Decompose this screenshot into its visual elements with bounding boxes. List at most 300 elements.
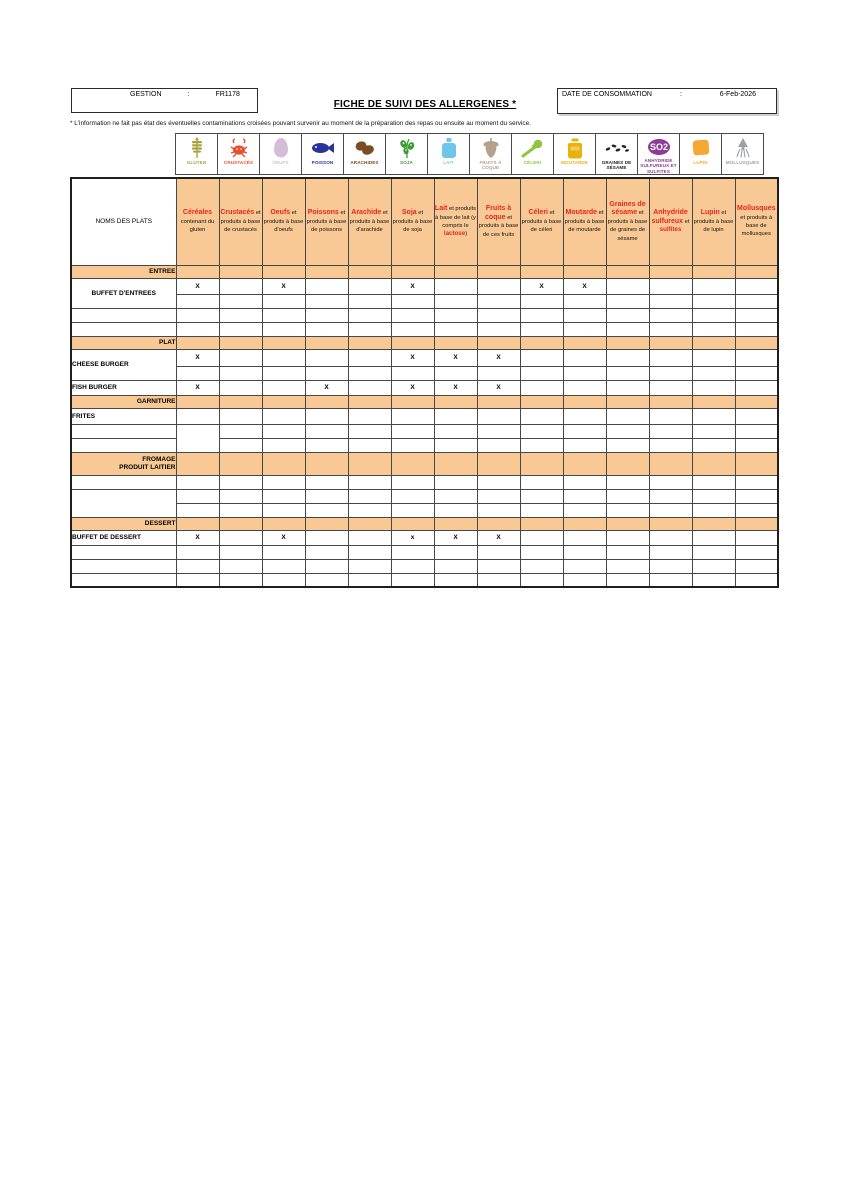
empty-cell (348, 573, 391, 587)
empty-cell (606, 573, 649, 587)
section-fill-cell (520, 452, 563, 475)
empty-cell (219, 559, 262, 573)
empty-name-cell (71, 573, 176, 587)
empty-cell (735, 408, 778, 424)
section-fill-cell (649, 452, 692, 475)
empty-cell (606, 503, 649, 517)
section-fill-cell (692, 517, 735, 530)
empty-cell (520, 530, 563, 545)
allergen-header-cell (606, 178, 649, 265)
section-fill-cell (563, 336, 606, 349)
section-fill-cell (348, 336, 391, 349)
empty-cell (434, 475, 477, 489)
allergen-desc: et produits à base de crustacés (220, 210, 261, 234)
allergen-header-cell (735, 178, 778, 265)
dish-name-cell: BUFFET D'ENTREES (71, 278, 176, 308)
section-label-cell: ENTREE (71, 265, 176, 278)
empty-cell (391, 366, 434, 380)
section-fill-cell (176, 452, 219, 475)
section-fill-cell (219, 336, 262, 349)
empty-cell (219, 438, 262, 452)
empty-cell (262, 438, 305, 452)
empty-cell (520, 322, 563, 336)
empty-cell (649, 438, 692, 452)
dish-name-cell: FISH BURGER (71, 380, 176, 395)
empty-cell (649, 366, 692, 380)
empty-cell (520, 573, 563, 587)
empty-cell (692, 278, 735, 294)
allergen-mark-cell: X (305, 380, 348, 395)
empty-cell (391, 424, 434, 438)
allergen-table (70, 177, 779, 588)
section-fill-cell (477, 395, 520, 408)
empty-name-cell (71, 438, 176, 452)
table-row (71, 349, 778, 366)
allergen-name: Moutarde (565, 209, 598, 217)
section-fill-cell (434, 336, 477, 349)
empty-cell (391, 438, 434, 452)
empty-cell (649, 573, 692, 587)
empty-cell (563, 322, 606, 336)
empty-cell (606, 545, 649, 559)
allergen-mark-cell: X (477, 530, 520, 545)
section-fill-cell (477, 336, 520, 349)
empty-cell (434, 489, 477, 503)
allergen-desc: et produits à base d'arachide (349, 210, 390, 234)
section-fill-cell (305, 452, 348, 475)
empty-cell (176, 545, 219, 559)
milk-icon (441, 137, 457, 159)
table-row (71, 294, 778, 308)
empty-cell (176, 322, 219, 336)
empty-cell (391, 489, 434, 503)
empty-cell (305, 503, 348, 517)
empty-cell (262, 424, 305, 438)
empty-name-cell (71, 322, 176, 336)
allergen-name: Céleri (528, 209, 548, 217)
empty-cell (649, 503, 692, 517)
empty-cell (563, 349, 606, 366)
empty-cell (735, 366, 778, 380)
section-fill-cell (520, 336, 563, 349)
allergen-mark-cell: X (434, 380, 477, 395)
empty-cell (649, 380, 692, 395)
allergen-icon-label: GRAINES DE SÉSAME (601, 160, 632, 171)
empty-cell (262, 545, 305, 559)
empty-cell (348, 294, 391, 308)
table-row (71, 322, 778, 336)
empty-cell (434, 438, 477, 452)
allergen-icon-label: CRUSTACÉS (223, 160, 254, 165)
empty-cell (391, 559, 434, 573)
empty-cell (692, 489, 735, 503)
section-fill-cell (434, 452, 477, 475)
empty-cell (219, 278, 262, 294)
empty-cell (262, 380, 305, 395)
empty-cell (305, 573, 348, 587)
section-fill-cell (434, 265, 477, 278)
allergen-name: Lait (434, 205, 448, 213)
empty-cell (649, 530, 692, 545)
allergen-name: Oeufs (270, 209, 291, 217)
empty-cell (606, 559, 649, 573)
lupin-icon (691, 137, 711, 159)
allergen-desc: et produits à base de mollusques (740, 214, 773, 238)
allergen-header-cell (305, 178, 348, 265)
empty-cell (649, 349, 692, 366)
section-fill-cell (563, 265, 606, 278)
section-fill-cell (434, 395, 477, 408)
empty-cell (692, 322, 735, 336)
empty-cell (520, 503, 563, 517)
allergen-icon-label: ANHYDRIDE SULFUREUX ET SULFITES (640, 158, 677, 174)
empty-cell (606, 380, 649, 395)
soy-icon (397, 137, 417, 159)
section-fill-cell (649, 517, 692, 530)
empty-cell (305, 530, 348, 545)
allergen-header-cell (520, 178, 563, 265)
section-fill-cell (520, 395, 563, 408)
table-row (71, 308, 778, 322)
empty-cell (477, 438, 520, 452)
allergen-desc: et produits à base de céleri (521, 210, 562, 234)
allergen-name: Poissons (307, 209, 339, 217)
empty-cell (735, 380, 778, 395)
empty-cell (434, 308, 477, 322)
allergen-icon-cell (260, 133, 302, 175)
section-fill-cell (649, 336, 692, 349)
empty-cell (649, 408, 692, 424)
empty-cell (391, 545, 434, 559)
section-fill-cell (735, 517, 778, 530)
section-fill-cell (176, 336, 219, 349)
empty-cell (348, 349, 391, 366)
empty-cell (563, 573, 606, 587)
empty-cell (262, 408, 305, 424)
section-row (71, 336, 778, 349)
empty-cell (563, 308, 606, 322)
allergen-desc: et produits à base de graines de sésame (607, 210, 648, 242)
section-fill-cell (563, 452, 606, 475)
empty-cell (219, 489, 262, 503)
section-fill-cell (692, 336, 735, 349)
date-value: 6-Feb-2026 (719, 91, 756, 98)
empty-cell (606, 308, 649, 322)
section-fill-cell (348, 452, 391, 475)
empty-cell (305, 424, 348, 438)
section-row (71, 395, 778, 408)
empty-cell (477, 475, 520, 489)
section-fill-cell (520, 265, 563, 278)
empty-cell (176, 559, 219, 573)
section-label-line2: PRODUIT LAITIER (119, 463, 176, 471)
allergen-icon-label: SOJA (400, 160, 413, 165)
empty-cell (520, 408, 563, 424)
empty-cell (391, 475, 434, 489)
allergen-desc-post: ) (465, 231, 468, 238)
empty-name-cell (71, 308, 176, 322)
empty-cell (305, 559, 348, 573)
empty-cell (391, 322, 434, 336)
allergen-header-cell (563, 178, 606, 265)
empty-cell (520, 308, 563, 322)
section-row (71, 517, 778, 530)
empty-cell (520, 380, 563, 395)
empty-cell (563, 489, 606, 503)
allergen-mark-cell: X (262, 278, 305, 294)
empty-cell (219, 424, 262, 438)
empty-cell (520, 294, 563, 308)
allergen-icon-label: MOUTARDE (561, 160, 588, 165)
section-fill-cell (692, 452, 735, 475)
empty-cell (348, 278, 391, 294)
allergen-mark-cell: X (434, 349, 477, 366)
allergen-mark-cell: X (176, 530, 219, 545)
empty-cell (692, 559, 735, 573)
empty-cell (692, 475, 735, 489)
empty-cell (692, 408, 735, 424)
empty-cell (348, 503, 391, 517)
allergen-desc: et produits à base de moutarde (564, 210, 605, 234)
squid-icon (734, 137, 752, 159)
section-fill-cell (262, 452, 305, 475)
egg-icon (272, 137, 290, 159)
empty-cell (305, 349, 348, 366)
empty-cell (219, 545, 262, 559)
section-fill-cell (219, 452, 262, 475)
section-fill-cell (477, 517, 520, 530)
gestion-value: FR1178 (215, 91, 240, 98)
empty-cell (563, 545, 606, 559)
allergen-mark-cell: X (434, 530, 477, 545)
empty-cell (520, 559, 563, 573)
section-fill-cell (477, 452, 520, 475)
empty-cell (176, 573, 219, 587)
empty-cell (262, 308, 305, 322)
empty-cell (735, 308, 778, 322)
allergen-icon-cell (554, 133, 596, 175)
allergen-icon-cell (302, 133, 344, 175)
empty-cell (735, 475, 778, 489)
date-colon: : (679, 91, 682, 98)
section-fill-cell (305, 336, 348, 349)
empty-cell (391, 294, 434, 308)
allergen-desc-red: lactose (443, 230, 466, 238)
empty-cell (692, 294, 735, 308)
section-label-cell (71, 452, 176, 475)
section-fill-cell (520, 517, 563, 530)
empty-cell (477, 322, 520, 336)
section-fill-cell (391, 265, 434, 278)
section-fill-cell (606, 265, 649, 278)
empty-cell (305, 322, 348, 336)
section-fill-cell (606, 336, 649, 349)
section-fill-cell (434, 517, 477, 530)
allergen-icon-label: POISSON (311, 160, 334, 165)
empty-cell (348, 489, 391, 503)
allergen-icon-cell (344, 133, 386, 175)
allergen-mark-cell: X (520, 278, 563, 294)
empty-cell (176, 408, 219, 424)
fish-icon (311, 137, 335, 159)
section-fill-cell (692, 265, 735, 278)
empty-cell (219, 322, 262, 336)
section-fill-cell (305, 265, 348, 278)
mustard-icon (567, 137, 583, 159)
empty-cell (520, 489, 563, 503)
allergen-mark-cell: X (176, 349, 219, 366)
dish-name-cell: BUFFET DE DESSERT (71, 530, 176, 545)
section-label-cell: DESSERT (71, 517, 176, 530)
empty-cell (391, 308, 434, 322)
table-row (71, 475, 778, 489)
table-row (71, 408, 778, 424)
allergen-icon-label: CÉLERI (523, 160, 542, 165)
empty-cell (735, 278, 778, 294)
allergen-mark-cell: X (563, 278, 606, 294)
empty-cell (649, 308, 692, 322)
empty-cell (735, 294, 778, 308)
allergen-icon-cell (218, 133, 260, 175)
section-fill-cell (649, 265, 692, 278)
empty-cell (219, 475, 262, 489)
empty-cell (735, 349, 778, 366)
section-fill-cell (262, 336, 305, 349)
allergen-header-cell (649, 178, 692, 265)
empty-cell (606, 475, 649, 489)
section-fill-cell (735, 395, 778, 408)
empty-cell (477, 559, 520, 573)
empty-cell (305, 408, 348, 424)
allergen-icon-cell (638, 133, 680, 175)
empty-cell (692, 308, 735, 322)
empty-cell (348, 424, 391, 438)
header-row (71, 178, 778, 265)
empty-cell (434, 503, 477, 517)
section-fill-cell (735, 265, 778, 278)
table-row (71, 545, 778, 559)
empty-cell (477, 424, 520, 438)
table-row (71, 380, 778, 395)
empty-cell (434, 294, 477, 308)
section-fill-cell (348, 265, 391, 278)
empty-cell (606, 489, 649, 503)
empty-cell (477, 503, 520, 517)
allergen-name: Soja (401, 209, 417, 217)
empty-cell (262, 489, 305, 503)
empty-cell (692, 424, 735, 438)
section-fill-cell (391, 517, 434, 530)
allergen-name: Lupin (700, 209, 720, 217)
empty-cell (305, 438, 348, 452)
allergen-desc: et produits à base de lupin (693, 210, 734, 234)
allergen-desc: et produits à base de lait (y compris le (435, 206, 477, 229)
empty-cell (649, 322, 692, 336)
allergen-icon-label: MOLLUSQUES (725, 160, 760, 165)
allergen-desc: et (683, 218, 690, 225)
table-row (71, 559, 778, 573)
empty-cell (305, 489, 348, 503)
allergen-mark-cell: X (477, 380, 520, 395)
section-fill-cell (563, 517, 606, 530)
empty-cell (735, 530, 778, 545)
allergen-name: Anhydride sulfureux (651, 208, 688, 225)
empty-cell (219, 349, 262, 366)
table-row (71, 573, 778, 587)
allergen-mark-cell: X (262, 530, 305, 545)
empty-cell (735, 503, 778, 517)
empty-cell (348, 438, 391, 452)
allergen-icon-label: GLUTEN (186, 160, 207, 165)
empty-cell (692, 530, 735, 545)
empty-cell (176, 294, 219, 308)
section-fill-cell (477, 265, 520, 278)
allergen-icon-cell (428, 133, 470, 175)
empty-cell (176, 475, 219, 489)
allergen-header-cell (219, 178, 262, 265)
footnote: * L'information ne fait pas état des éventuelles contaminations croisées pouvant survenir au moment de la préparation des repas ou ensuite au moment du service. (70, 120, 531, 127)
empty-cell (305, 278, 348, 294)
empty-cell (305, 308, 348, 322)
allergen-name: Crustacés (220, 209, 255, 217)
empty-cell (477, 545, 520, 559)
allergen-icon-cell (386, 133, 428, 175)
section-fill-cell (219, 517, 262, 530)
allergen-mark-cell: x (391, 530, 434, 545)
allergen-mark-cell: X (391, 278, 434, 294)
empty-cell (649, 294, 692, 308)
crab-icon (228, 137, 250, 159)
allergen-desc: contenant du gluten (180, 218, 215, 234)
section-fill-cell (649, 395, 692, 408)
empty-cell (606, 278, 649, 294)
empty-cell (520, 438, 563, 452)
empty-cell (434, 366, 477, 380)
empty-cell (520, 349, 563, 366)
section-label-cell: PLAT (71, 336, 176, 349)
empty-cell (219, 308, 262, 322)
allergen-icon-label: FRUITS À COQUE (479, 160, 502, 171)
empty-cell (563, 438, 606, 452)
section-fill-cell (262, 265, 305, 278)
section-fill-cell (735, 336, 778, 349)
table-row (71, 530, 778, 545)
section-fill-cell (219, 265, 262, 278)
empty-cell (434, 408, 477, 424)
sesame-icon (604, 137, 630, 159)
empty-cell (219, 294, 262, 308)
table-row (71, 503, 778, 517)
empty-cell (692, 545, 735, 559)
section-fill-cell (348, 395, 391, 408)
empty-cell (606, 438, 649, 452)
gestion-colon: : (187, 91, 190, 98)
section-fill-cell (606, 395, 649, 408)
empty-cell (262, 559, 305, 573)
allergen-name: Céréales (182, 209, 213, 217)
allergen-header-cell (262, 178, 305, 265)
section-fill-cell (606, 517, 649, 530)
empty-cell (348, 545, 391, 559)
section-fill-cell (391, 452, 434, 475)
wheat-icon (188, 137, 206, 159)
peanut-icon (354, 137, 376, 159)
allergen-icon-label: OEUFS (272, 160, 289, 165)
empty-cell (219, 408, 262, 424)
section-fill-cell (348, 517, 391, 530)
section-fill-cell (305, 517, 348, 530)
empty-cell (563, 559, 606, 573)
